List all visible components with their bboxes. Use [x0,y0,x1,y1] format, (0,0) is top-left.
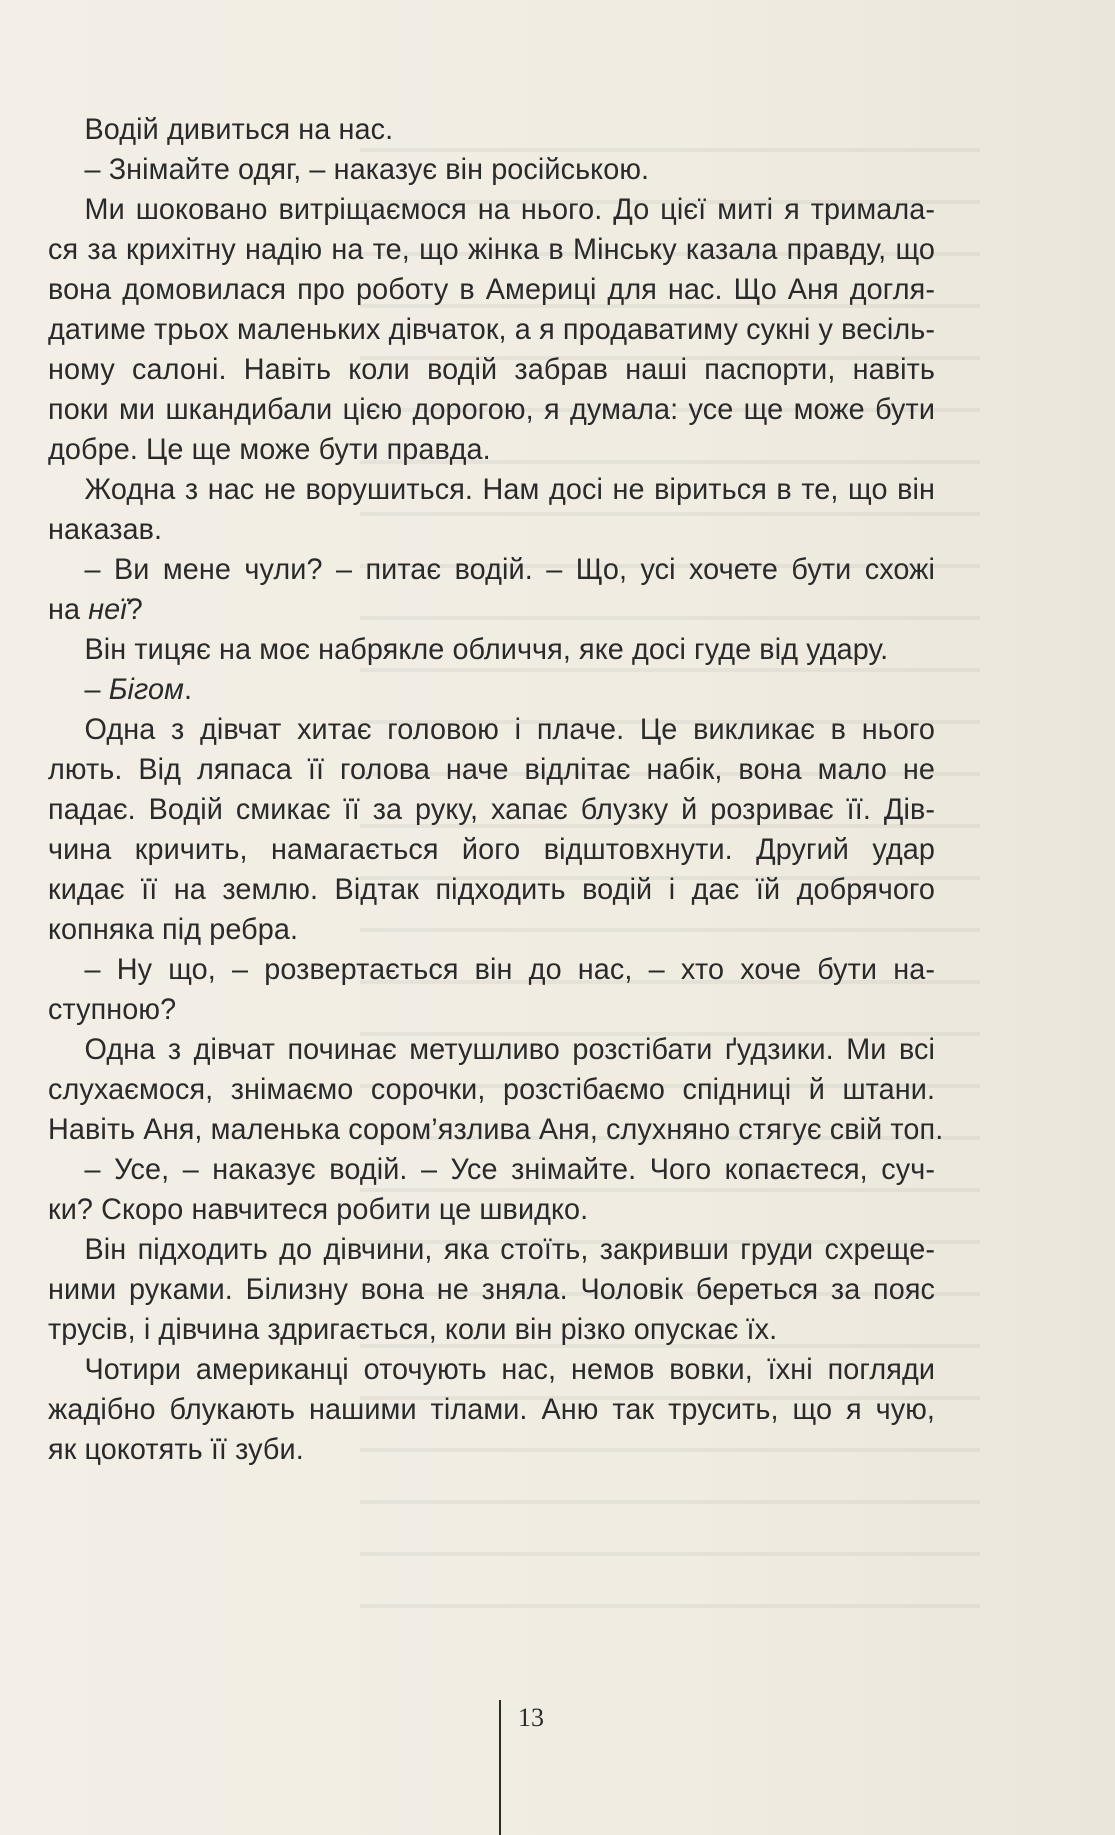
text-line: вона домовилася про роботу в Америці для нас. Що Аня догля- [48,273,936,306]
text-line: чина кричить, намагається його відштовхнути. Другий удар [48,833,936,866]
text-line: Він підходить до дівчини, яка стоїть, закривши груди схреще- [84,1233,936,1266]
text-line: – Усе, – наказує водій. – Усе знімайте. Чого копаєтеся, суч- [84,1153,936,1186]
text-line: Чотири американці оточують нас, немов вовки, їхні погляди [84,1353,936,1386]
text-line: ки? Скоро навчитеся робити це швидко. [48,1193,589,1226]
text-line: поки ми шкандибали цією дорогою, я думала: усе ще може бути [48,393,936,426]
text-line: як цокотять її зуби. [48,1433,304,1466]
text-line: падає. Водій смикає її за руку, хапає блузку й розриває її. Дів- [48,793,936,826]
text-line: ному салоні. Навіть коли водій забрав наші паспорти, навіть [48,353,936,386]
text-line: – Ви мене чули? – питає водій. – Що, усі хочете бути схожі [84,553,936,586]
text-line: лють. Від ляпаса її голова наче відлітає набік, вона мало не [48,753,936,786]
text-line: Ми шоковано витріщаємося на нього. До цієї миті я тримала- [84,193,936,226]
text-line: Водій дивиться на нас. [84,113,394,146]
text-line: датиме трьох маленьких дівчаток, а я продаватиму сукні у весіль- [48,313,936,346]
text-line: – Ну що, – розвертається він до нас, – хто хоче бути на- [84,953,936,986]
text-line: Одна з дівчат хитає головою і плаче. Це викликає в нього [84,713,936,746]
text-line: ступною? [48,993,177,1026]
text-line: копняка під ребра. [48,913,299,946]
text-line: Жодна з нас не ворушиться. Нам досі не віриться в те, що він [84,473,936,506]
text-line: добре. Це ще може бути правда. [48,433,491,466]
text-line: – Бігом. [84,673,193,706]
page-number: 13 [518,1703,544,1732]
text-line: трусів, і дівчина здригається, коли він різко опускає їх. [48,1313,778,1346]
text-line: жадібно блукають нашими тілами. Аню так трусить, що я чую, [48,1393,936,1426]
text-line: Навіть Аня, маленька сором’язлива Аня, слухняно стягує свій топ. [48,1113,944,1146]
text-line: кидає її на землю. Відтак підходить водій і дає їй добрячого [48,873,936,906]
text-line: слухаємося, знімаємо сорочки, розстібаємо спідниці й штани. [48,1073,936,1106]
text-line: – Знімайте одяг, – наказує він російською. [84,153,650,186]
text-line: наказав. [48,513,163,546]
text-line: ся за крихітну надію на те, що жінка в Мінську казала правду, що [48,233,936,266]
body-text [48,110,944,1470]
page-number-rule [499,1700,501,1835]
text-line: ними руками. Білизну вона не зняла. Чоловік береться за пояс [48,1273,936,1306]
text-line: Одна з дівчат починає метушливо розстібати ґудзики. Ми всі [84,1033,936,1066]
text-line: Він тицяє на моє набрякле обличчя, яке досі гуде від удару. [84,633,889,666]
text-line: на неї? [48,593,143,626]
